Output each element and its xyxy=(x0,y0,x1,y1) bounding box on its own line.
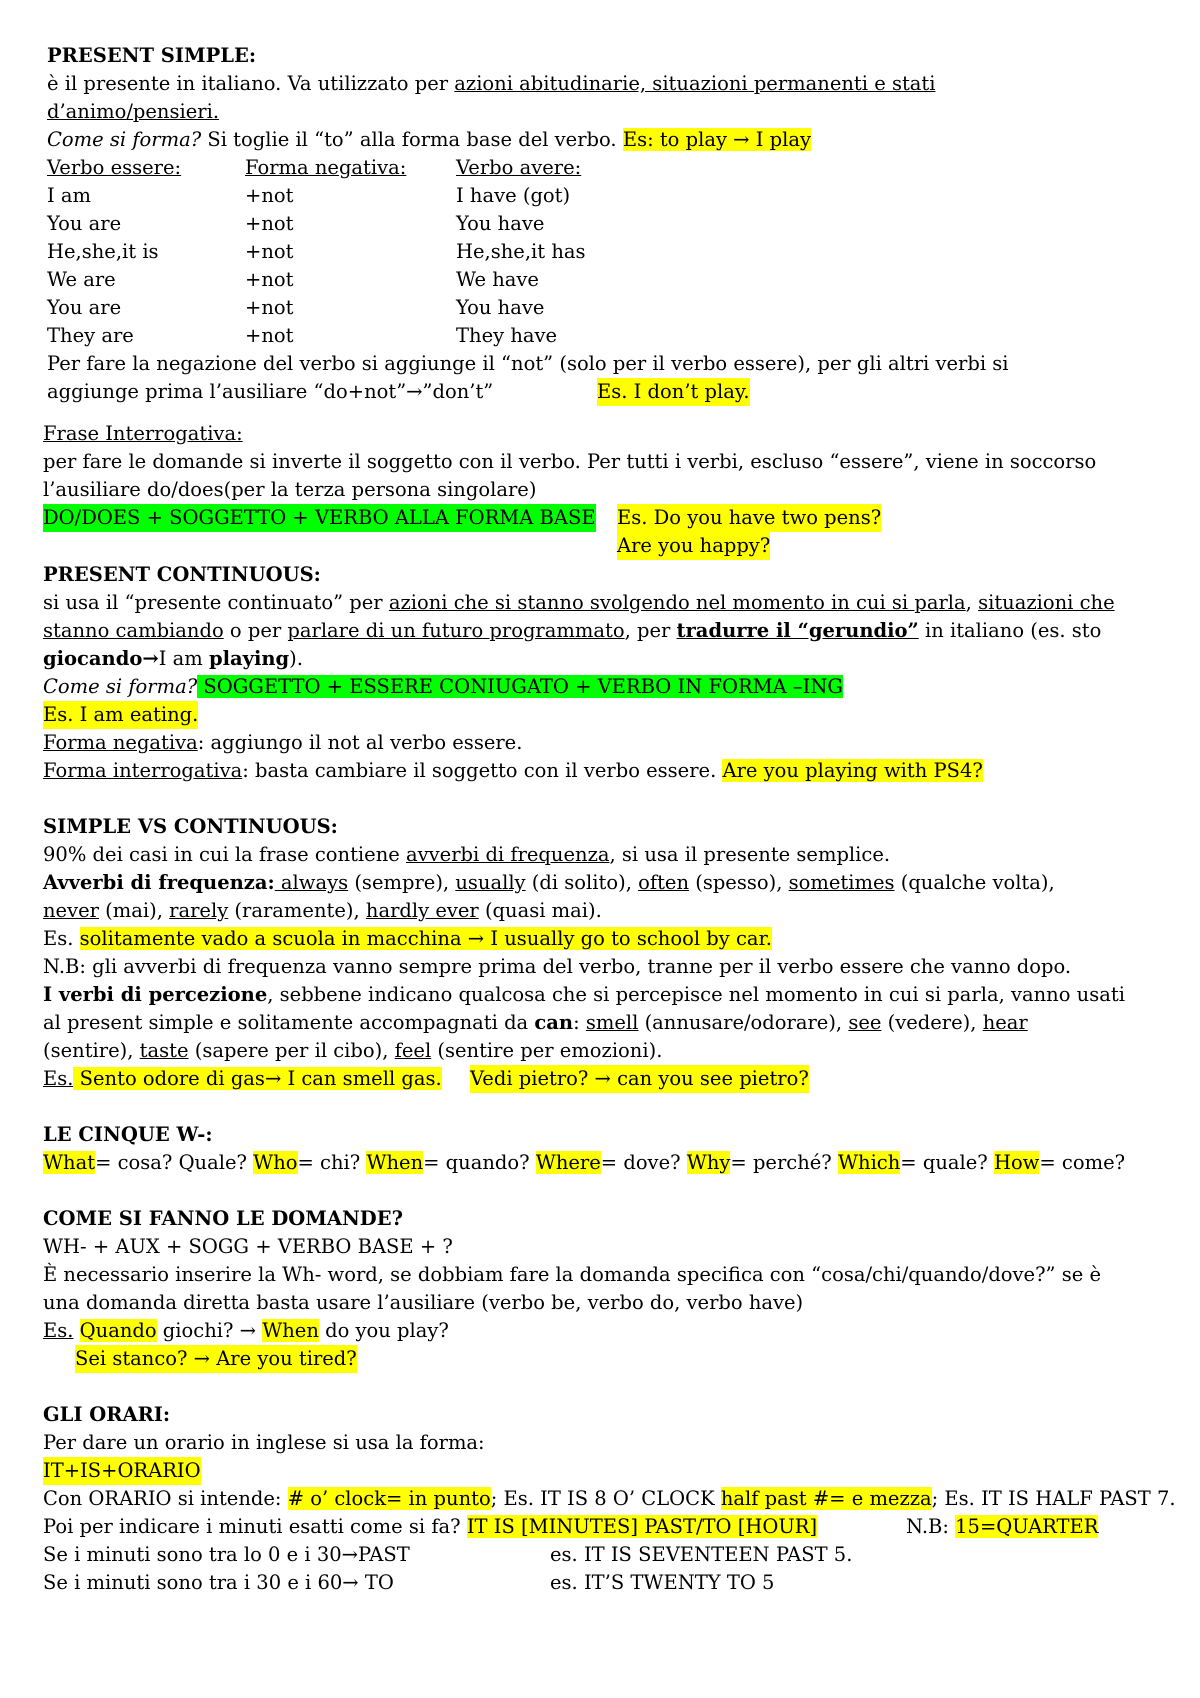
table-cell: +not xyxy=(245,324,294,347)
italic-text: Come si forma? xyxy=(47,128,202,151)
highlighted-example: Sento odore di gas→ I can smell gas. xyxy=(73,1067,442,1090)
present-simple-heading: PRESENT SIMPLE: xyxy=(47,44,257,67)
highlighted-word: When xyxy=(262,1319,319,1342)
table-cell: They have xyxy=(456,324,558,347)
wh-word: Why xyxy=(686,1151,731,1174)
text: Poi per indicare i minuti esatti come si fa? xyxy=(43,1515,467,1538)
underlined-text: azioni che si stanno svolgendo nel momento in cui si parla xyxy=(388,591,966,614)
underlined-text: Es. xyxy=(43,1319,74,1342)
table-cell: +not xyxy=(245,296,294,319)
bold-text: I verbi di percezione xyxy=(43,983,268,1006)
table-col-avere xyxy=(456,154,586,350)
text: (qualche volta), xyxy=(894,871,1055,894)
time-rule-past: Se i minuti sono tra lo 0 e i 30→PAST xyxy=(43,1543,410,1566)
svc-line-9 xyxy=(43,1065,442,1093)
time-line-3 xyxy=(43,1485,1176,1513)
five-w-line xyxy=(43,1149,1125,1177)
text: (sapere per il cibo), xyxy=(188,1039,395,1062)
wh-translation: = dove? xyxy=(600,1151,687,1174)
time-example-past: es. IT IS SEVENTEEN PAST 5. xyxy=(550,1543,853,1566)
underlined-text: avverbi di frequenza xyxy=(406,843,610,866)
text: N.B: xyxy=(906,1515,956,1538)
time-rule-to: Se i minuti sono tra i 30 e i 60→ TO xyxy=(43,1571,394,1594)
column-header: Verbo avere: xyxy=(456,156,582,179)
text xyxy=(73,1319,79,1342)
table-cell: +not xyxy=(245,240,294,263)
present-continuous-line-1 xyxy=(43,589,1115,617)
text: 90% dei casi in cui la frase contiene xyxy=(43,843,406,866)
table-col-essere xyxy=(47,154,181,350)
text: (sentire), xyxy=(43,1039,140,1062)
table-cell: +not xyxy=(245,184,294,207)
text: : aggiungo il not al verbo essere. xyxy=(197,731,523,754)
wh-translation: = chi? xyxy=(297,1151,367,1174)
bold-text: can xyxy=(534,1011,574,1034)
text: si usa il “presente continuato” per xyxy=(43,591,389,614)
negation-line-2: aggiunge prima l’ausiliare “do+not”→”don’t” xyxy=(47,380,494,403)
italic-text: Come si forma? xyxy=(43,675,198,698)
time-heading: GLI ORARI: xyxy=(43,1403,171,1426)
highlighted-example: Es: to play → I play xyxy=(622,128,811,151)
wh-word: Who xyxy=(253,1151,298,1174)
questions-formula: WH- + AUX + SOGG + VERBO BASE + ? xyxy=(43,1235,453,1258)
wh-translation: = perché? xyxy=(730,1151,838,1174)
text: , sebbene indicano qualcosa che si percepisce nel momento in cui si parla, vanno usati xyxy=(267,983,1125,1006)
interrogative-line-2: l’ausiliare do/does(per la terza persona singolare) xyxy=(43,478,537,501)
highlighted-text: 15=QUARTER xyxy=(955,1515,1099,1538)
green-formula: SOGGETTO + ESSERE CONIUGATO + VERBO IN FORMA –ING xyxy=(197,675,843,698)
highlighted-text: half past #= e mezza xyxy=(720,1487,932,1510)
underlined-text: parlare di un futuro programmato xyxy=(287,619,625,642)
interrogative-formula: DO/DOES + SOGGETTO + VERBO ALLA FORMA BASE xyxy=(43,504,596,532)
text: ; Es. IT IS 8 O’ CLOCK xyxy=(490,1487,721,1510)
text: , si usa il presente semplice. xyxy=(609,843,891,866)
table-cell: +not xyxy=(245,212,294,235)
present-continuous-example: Es. I am eating. xyxy=(43,701,198,729)
table-cell: You have xyxy=(456,296,545,319)
underlined-text: smell xyxy=(585,1011,639,1034)
time-note xyxy=(906,1513,1098,1541)
wh-word: How xyxy=(993,1151,1040,1174)
questions-line-2: È necessario inserire la Wh- word, se dobbiam fare la domanda specifica con “cosa/chi/quando/dove?” se è xyxy=(43,1263,1102,1286)
present-continuous-interrogative xyxy=(43,757,983,785)
underlined-text: sometimes xyxy=(788,871,895,894)
underlined-text: azioni abitudinarie, situazioni permanenti e stati xyxy=(454,72,936,95)
table-cell: I have (got) xyxy=(456,184,571,207)
interrogative-heading: Frase Interrogativa: xyxy=(43,422,243,445)
table-cell: You have xyxy=(456,212,545,235)
wh-word: What xyxy=(43,1151,96,1174)
underlined-text: always xyxy=(274,871,349,894)
time-line-4 xyxy=(43,1513,817,1541)
underlined-text: see xyxy=(848,1011,882,1034)
text: : xyxy=(573,1011,586,1034)
underlined-text: often xyxy=(638,871,690,894)
wh-word: Where xyxy=(535,1151,601,1174)
underlined-text: never xyxy=(43,899,99,922)
svc-line-6 xyxy=(43,981,1125,1009)
text: (spesso), xyxy=(689,871,789,894)
wh-translation: = quando? xyxy=(423,1151,536,1174)
text: Es. xyxy=(43,927,80,950)
questions-heading: COME SI FANNO LE DOMANDE? xyxy=(43,1207,403,1230)
wh-translation: = come? xyxy=(1039,1151,1126,1174)
svc-line-3 xyxy=(43,897,602,925)
text: Si toglie il “to” alla forma base del verbo. xyxy=(201,128,623,151)
present-simple-line-2: d’animo/pensieri. xyxy=(47,100,220,123)
table-col-negativa xyxy=(245,154,406,350)
present-continuous-line-3 xyxy=(43,645,303,673)
svc-line-4 xyxy=(43,925,772,953)
interrogative-example-2: Are you happy? xyxy=(617,532,770,560)
table-cell: They are xyxy=(47,324,134,347)
underlined-text: hardly ever xyxy=(365,899,479,922)
svc-line-5: N.B: gli avverbi di frequenza vanno sempre prima del verbo, tranne per il verbo essere che vanno dopo. xyxy=(43,955,1072,978)
underlined-text: taste xyxy=(139,1039,189,1062)
text: (mai), xyxy=(98,899,170,922)
table-cell: +not xyxy=(245,268,294,291)
present-continuous-heading: PRESENT CONTINUOUS: xyxy=(43,563,321,586)
highlighted-example: solitamente vado a scuola in macchina → I usually go to school by car. xyxy=(79,927,772,950)
highlighted-example: Are you playing with PS4? xyxy=(722,759,983,782)
wh-word: When xyxy=(366,1151,424,1174)
column-header: Forma negativa: xyxy=(245,156,407,179)
table-cell: He,she,it has xyxy=(456,240,586,263)
text: do you play? xyxy=(318,1319,449,1342)
underlined-text: usually xyxy=(455,871,526,894)
time-formula: IT+IS+ORARIO xyxy=(43,1457,201,1485)
text: (quasi mai). xyxy=(478,899,602,922)
present-continuous-negative xyxy=(43,729,522,757)
negation-example: Es. I don’t play. xyxy=(597,378,750,406)
text: , xyxy=(965,591,979,614)
simple-vs-continuous-heading: SIMPLE VS CONTINUOUS: xyxy=(43,815,338,838)
text: : basta cambiare il soggetto con il verbo essere. xyxy=(242,759,723,782)
table-cell: We are xyxy=(47,268,116,291)
text: (di solito), xyxy=(525,871,639,894)
svc-line-7 xyxy=(43,1009,1028,1037)
table-cell: You are xyxy=(47,212,122,235)
table-cell: You are xyxy=(47,296,122,319)
text: , per xyxy=(624,619,677,642)
five-w-heading: LE CINQUE W-: xyxy=(43,1123,213,1146)
questions-line-3: una domanda diretta basta usare l’ausiliare (verbo be, verbo do, verbo have) xyxy=(43,1291,804,1314)
svc-line-2 xyxy=(43,869,1055,897)
table-cell: We have xyxy=(456,268,539,291)
svc-example-2: Vedi pietro? → can you see pietro? xyxy=(470,1065,809,1093)
present-continuous-line-2 xyxy=(43,617,1101,645)
bold-text: Avverbi di frequenza: xyxy=(43,871,275,894)
text: in italiano (es. sto xyxy=(918,619,1102,642)
bold-text: giocando→ xyxy=(43,647,159,670)
text: o per xyxy=(223,619,288,642)
underlined-text: hear xyxy=(982,1011,1028,1034)
interrogative-example-1: Es. Do you have two pens? xyxy=(617,504,881,532)
text: I am xyxy=(158,647,209,670)
svc-line-8 xyxy=(43,1037,662,1065)
underlined-text: situazioni che xyxy=(978,591,1115,614)
underlined-bold-text: tradurre il “gerundio” xyxy=(676,619,919,642)
svc-line-1 xyxy=(43,841,890,869)
wh-word: Which xyxy=(837,1151,901,1174)
text: (annusare/odorare), xyxy=(638,1011,849,1034)
table-cell: He,she,it is xyxy=(47,240,159,263)
questions-example-2: Sei stanco? → Are you tired? xyxy=(75,1345,357,1373)
highlighted-text: # o’ clock= in punto xyxy=(287,1487,491,1510)
time-example-to: es. IT’S TWENTY TO 5 xyxy=(550,1571,775,1594)
underlined-text: Forma negativa xyxy=(43,731,198,754)
highlighted-word: Quando xyxy=(79,1319,157,1342)
underlined-text: Forma interrogativa xyxy=(43,759,243,782)
bold-text: playing xyxy=(208,647,290,670)
time-line-1: Per dare un orario in inglese si usa la forma: xyxy=(43,1431,485,1454)
underlined-text: rarely xyxy=(169,899,229,922)
text: giochi? → xyxy=(156,1319,263,1342)
questions-example-1 xyxy=(43,1317,449,1345)
text: è il presente in italiano. Va utilizzato per xyxy=(47,72,455,95)
underlined-text: feel xyxy=(394,1039,432,1062)
text: ; Es. IT IS HALF PAST 7. xyxy=(931,1487,1176,1510)
text: ). xyxy=(289,647,303,670)
text: (vedere), xyxy=(881,1011,983,1034)
table-cell: I am xyxy=(47,184,92,207)
present-simple-line-3 xyxy=(47,126,811,154)
highlighted-text: IT IS [MINUTES] PAST/TO [HOUR] xyxy=(466,1515,818,1538)
underlined-text: stanno cambiando xyxy=(43,619,224,642)
wh-translation: = cosa? Quale? xyxy=(95,1151,254,1174)
column-header: Verbo essere: xyxy=(47,156,182,179)
wh-translation: = quale? xyxy=(900,1151,994,1174)
text: (sentire per emozioni). xyxy=(431,1039,663,1062)
interrogative-line-1: per fare le domande si inverte il soggetto con il verbo. Per tutti i verbi, escluso “essere”, viene in soccorso xyxy=(43,450,1097,473)
text: (raramente), xyxy=(228,899,366,922)
text: Con ORARIO si intende: xyxy=(43,1487,288,1510)
present-continuous-line-4 xyxy=(43,673,843,701)
present-simple-line-1 xyxy=(47,70,935,98)
negation-line-1: Per fare la negazione del verbo si aggiunge il “not” (solo per il verbo essere), per gli altri verbi si xyxy=(47,352,1009,375)
underlined-text: Es. xyxy=(43,1067,74,1090)
text: (sempre), xyxy=(348,871,456,894)
text: al present simple e solitamente accompagnati da xyxy=(43,1011,535,1034)
